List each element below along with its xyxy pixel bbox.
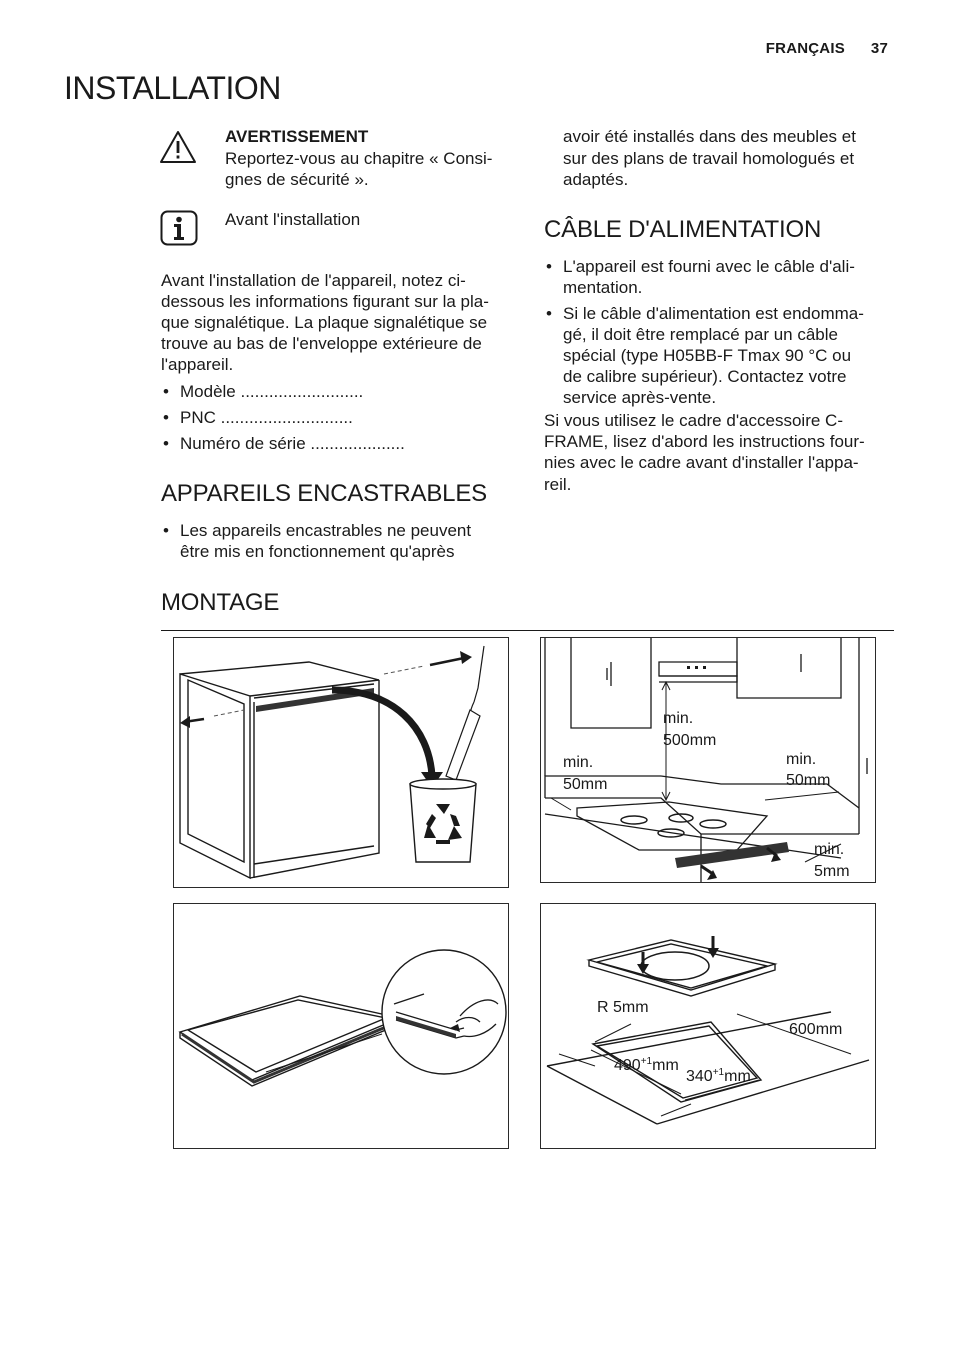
field-pnc: • PNC ............................ bbox=[161, 407, 501, 428]
cable-item2-line2: gé, il doit être remplacé par un câble bbox=[563, 325, 838, 344]
built-in-item-line1: Les appareils encastrables ne peuvent bbox=[180, 521, 472, 540]
fig2-dim-right: 50mm bbox=[786, 772, 831, 789]
rating-plate-fields bbox=[161, 381, 501, 459]
intro-line-1: Avant l'installation de l'appareil, notez ci- bbox=[161, 271, 466, 290]
fig4-width-unit: mm bbox=[652, 1057, 679, 1074]
fig4-length-unit: mm bbox=[724, 1068, 751, 1085]
cable-item2-line3: spécial (type H05BB-F Tmax 90 °C ou bbox=[563, 346, 852, 365]
fig4-depth: 600mm bbox=[789, 1021, 843, 1038]
fig4-radius: R 5mm bbox=[597, 999, 649, 1016]
fig2-dim-front: 5mm bbox=[814, 863, 850, 880]
cable-note-line4: reil. bbox=[544, 475, 572, 494]
info-text: Avant l'installation bbox=[225, 210, 361, 229]
fig2-dim-left: 50mm bbox=[563, 776, 608, 793]
built-in-list bbox=[161, 520, 501, 567]
figure-remove-rail bbox=[173, 637, 509, 888]
built-in-cont-line3: adaptés. bbox=[563, 170, 629, 189]
cable-note-line3: nies avec le cadre avant d'installer l'appa- bbox=[544, 453, 859, 472]
fig4-length-label bbox=[686, 1067, 751, 1085]
cable-item-1 bbox=[544, 256, 894, 298]
fig4-length-tolerance: +1 bbox=[712, 1067, 725, 1078]
fig4-width-value: 490 bbox=[614, 1057, 641, 1074]
field-model: • Modèle .......................... bbox=[161, 381, 501, 402]
page-title: INSTALLATION bbox=[64, 70, 281, 106]
figure-clearances bbox=[540, 637, 876, 883]
cable-note-line2: FRAME, lisez d'abord les instructions four- bbox=[544, 432, 865, 451]
fig4-length-value: 340 bbox=[686, 1068, 713, 1085]
built-in-item-line2: être mis en fonctionnement qu'après bbox=[180, 542, 455, 561]
built-in-heading: APPAREILS ENCASTRABLES bbox=[161, 480, 487, 507]
page-number: 37 bbox=[870, 40, 888, 57]
fig4-width-tolerance: +1 bbox=[640, 1056, 653, 1067]
cable-item1-line1: L'appareil est fourni avec le câble d'ali- bbox=[563, 257, 855, 276]
intro-line-5: l'appareil. bbox=[161, 355, 234, 374]
info-icon bbox=[160, 210, 198, 246]
warning-heading: AVERTISSEMENT bbox=[225, 127, 369, 146]
cable-list bbox=[544, 256, 894, 413]
intro-line-2: dessous les informations figurant sur la pla- bbox=[161, 292, 489, 311]
cable-item2-line1: Si le câble d'alimentation est endomma- bbox=[563, 304, 864, 323]
field-serial: • Numéro de série .................... bbox=[161, 433, 501, 454]
cable-item-2 bbox=[544, 303, 894, 408]
fig2-min-hood: min. bbox=[663, 710, 694, 727]
header-language: FRANÇAIS bbox=[765, 40, 845, 57]
cable-item2-line5: service après-vente. bbox=[563, 388, 717, 407]
built-in-cont-line2: sur des plans de travail homologués et bbox=[563, 149, 855, 168]
cable-note-line1: Si vous utilisez le cadre d'accessoire C- bbox=[544, 411, 843, 430]
intro-line-4: trouve au bas de l'enveloppe extérieure de bbox=[161, 334, 482, 353]
figure-cutout bbox=[540, 903, 876, 1149]
montage-heading: MONTAGE bbox=[161, 589, 280, 616]
built-in-cont-line1: avoir été installés dans des meubles et bbox=[563, 127, 856, 146]
warning-text-line2: gnes de sécurité ». bbox=[225, 170, 369, 189]
intro-line-3: que signalétique. La plaque signalétique se bbox=[161, 313, 488, 332]
fig2-min-left: min. bbox=[563, 754, 594, 771]
fig2-min-front: min. bbox=[814, 841, 845, 858]
cable-heading: CÂBLE D'ALIMENTATION bbox=[544, 216, 822, 243]
warning-text-line1: Reportez-vous au chapitre « Consi- bbox=[225, 149, 493, 168]
cable-item1-line2: mentation. bbox=[563, 278, 643, 297]
section-divider bbox=[161, 630, 894, 631]
fig2-min-right: min. bbox=[786, 751, 817, 768]
figure-seal bbox=[173, 903, 509, 1149]
page-header bbox=[766, 40, 888, 57]
fig4-width-label bbox=[614, 1056, 679, 1074]
warning-triangle-icon bbox=[159, 130, 197, 164]
cable-item2-line4: de calibre supérieur). Contactez votre bbox=[563, 367, 847, 386]
built-in-item bbox=[161, 520, 501, 562]
fig2-dim-hood: 500mm bbox=[663, 732, 717, 749]
